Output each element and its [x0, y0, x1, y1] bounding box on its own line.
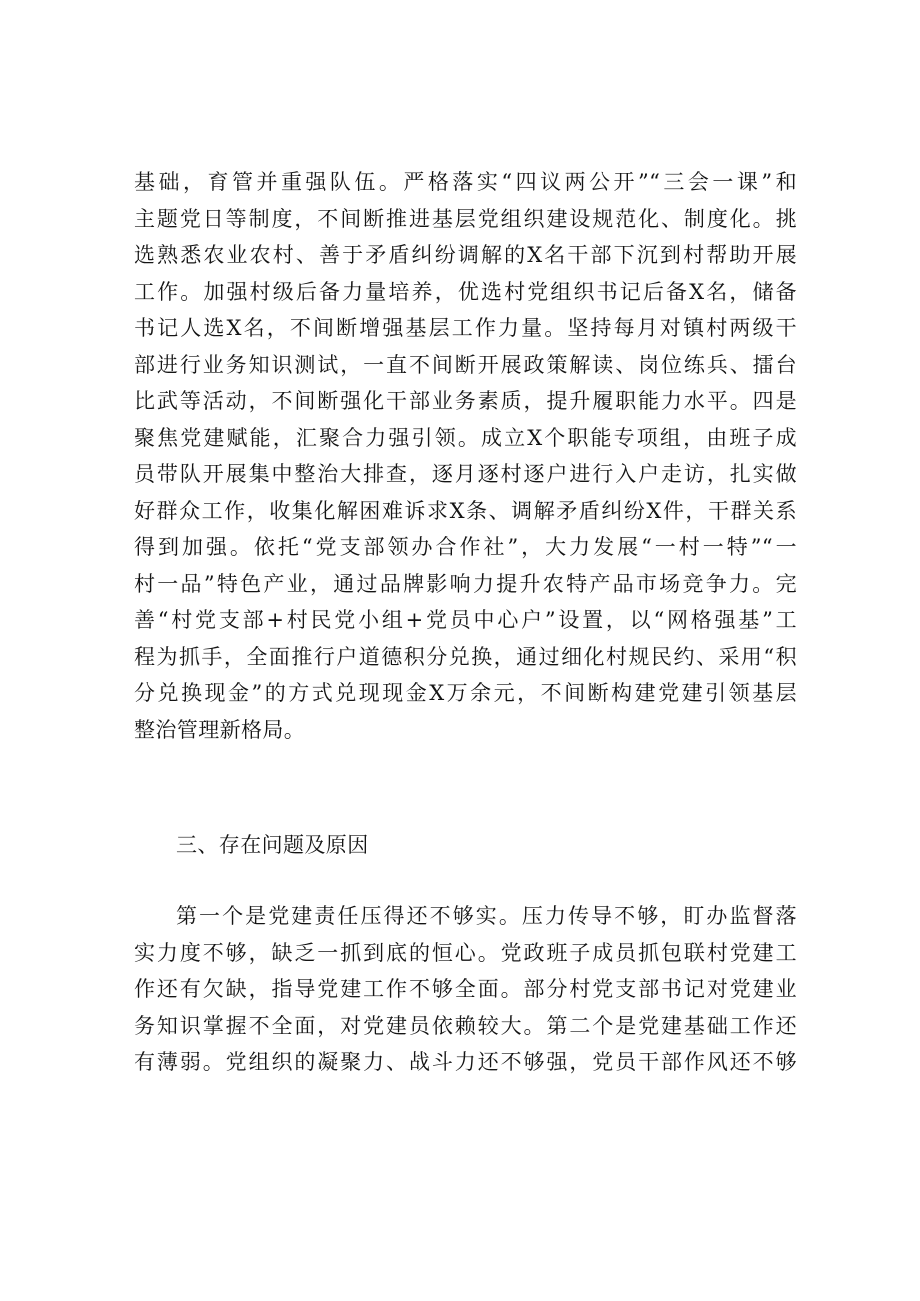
paragraph-line: 第一个是党建责任压得还不够实。压力传导不够，盯办监督落: [176, 904, 797, 928]
paragraph-line: 务知识掌握不全面，对党建员依赖较大。第二个是党建基础工作还: [134, 1013, 797, 1038]
paragraph-line: 主题党日等制度，不间断推进基层党组织建设规范化、制度化。挑: [134, 206, 797, 231]
paragraph-line: 善“村党支部+村民党小组+党员中心户”设置，以“网格强基”工: [134, 608, 797, 632]
paragraph-line: 作还有欠缺，指导党建工作不够全面。部分村党支部书记对党建业: [134, 977, 797, 1001]
paragraph-line: 部进行业务知识测试，一直不间断开展政策解读、岗位练兵、擂台: [134, 352, 797, 377]
paragraph-line: 聚焦党建赋能，汇聚合力强引领。成立X个职能专项组，由班子成: [134, 425, 797, 450]
paragraph-line: 整治管理新格局。: [134, 717, 306, 742]
section-heading: 三、存在问题及原因: [176, 833, 369, 857]
paragraph-line: 基础，育管并重强队伍。严格落实“四议两公开”“三会一课”和: [134, 170, 797, 194]
paragraph-line: 分兑换现金”的方式兑现现金X万余元，不间断构建党建引领基层: [134, 681, 797, 705]
paragraph-line: 选熟悉农业农村、善于矛盾纠纷调解的X名干部下沉到村帮助开展: [134, 243, 797, 267]
paragraph-line: 好群众工作，收集化解困难诉求X条、调解矛盾纠纷X件，干群关系: [134, 498, 797, 523]
paragraph-line: 实力度不够，缺乏一抓到底的恒心。党政班子成员抓包联村党建工: [134, 940, 797, 965]
paragraph-line: 比武等活动，不间断强化干部业务素质，提升履职能力水平。四是: [134, 389, 797, 413]
paragraph-line: 村一品”特色产业，通过品牌影响力提升农特产品市场竞争力。完: [134, 571, 797, 596]
paragraph-line: 书记人选X名，不间断增强基层工作力量。坚持每月对镇村两级干: [134, 316, 797, 340]
paragraph-line: 工作。加强村级后备力量培养，优选村党组织书记后备X名，储备: [134, 279, 797, 304]
paragraph-line: 程为抓手，全面推行户道德积分兑换，通过细化村规民约、采用“积: [134, 644, 797, 669]
paragraph-problems: [134, 898, 797, 1081]
paragraph-line: 得到加强。依托“党支部领办合作社”，大力发展“一村一特”“一: [134, 535, 797, 559]
paragraph-line: 有薄弱。党组织的凝聚力、战斗力还不够强，党员干部作风还不够: [134, 1050, 797, 1074]
paragraph-grassroots-work: [134, 164, 797, 748]
paragraph-line: 员带队开展集中整治大排查，逐月逐村逐户进行入户走访，扎实做: [134, 462, 797, 486]
